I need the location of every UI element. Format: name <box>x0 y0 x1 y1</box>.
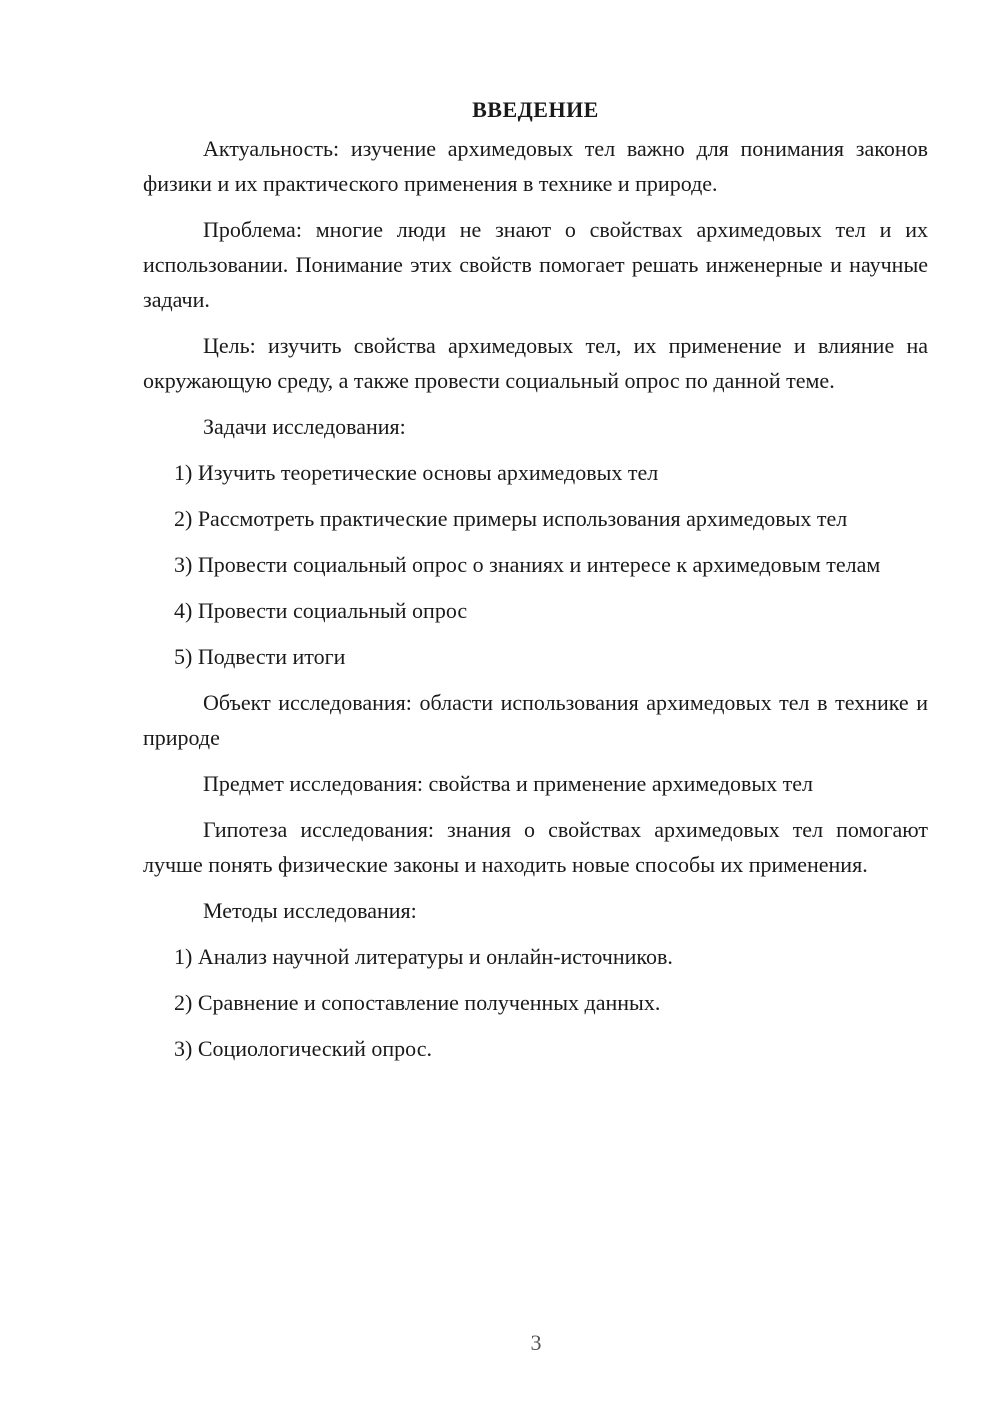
relevance-paragraph: Актуальность: изучение архимедовых тел важно для понимания законов физики и их практического применения в технике и природе. <box>143 136 928 196</box>
document-page <box>143 92 928 1077</box>
methods-heading: Методы исследования: <box>203 898 417 923</box>
subject-paragraph: Предмет исследования: свойства и применение архимедовых тел <box>203 771 813 796</box>
object-paragraph: Объект исследования: области использования архимедовых тел в технике и природе <box>143 690 928 750</box>
task-item-4: 4) Провести социальный опрос <box>174 598 468 623</box>
task-item-2: 2) Рассмотреть практические примеры использования архимедовых тел <box>174 506 848 531</box>
task-item-1: 1) Изучить теоретические основы архимедовых тел <box>174 460 659 485</box>
problem-paragraph: Проблема: многие люди не знают о свойствах архимедовых тел и их использовании. Понимание этих свойств помогает решать инженерные и научные задачи. <box>143 217 928 312</box>
method-item-1: 1) Анализ научной литературы и онлайн-источников. <box>174 944 673 969</box>
page-number: 3 <box>530 1330 542 1355</box>
method-item-2: 2) Сравнение и сопоставление полученных данных. <box>174 990 661 1015</box>
goal-paragraph: Цель: изучить свойства архимедовых тел, их применение и влияние на окружающую среду, а также провести социальный опрос по данной теме. <box>143 333 928 393</box>
hypothesis-paragraph: Гипотеза исследования: знания о свойствах архимедовых тел помогают лучше понять физические законы и находить новые способы их применения. <box>143 817 928 877</box>
section-title: ВВЕДЕНИЕ <box>472 97 599 122</box>
task-item-5: 5) Подвести итоги <box>174 644 346 669</box>
method-item-3: 3) Социологический опрос. <box>174 1036 432 1061</box>
task-item-3: 3) Провести социальный опрос о знаниях и интересе к архимедовым телам <box>174 552 881 577</box>
tasks-heading: Задачи исследования: <box>203 414 406 439</box>
